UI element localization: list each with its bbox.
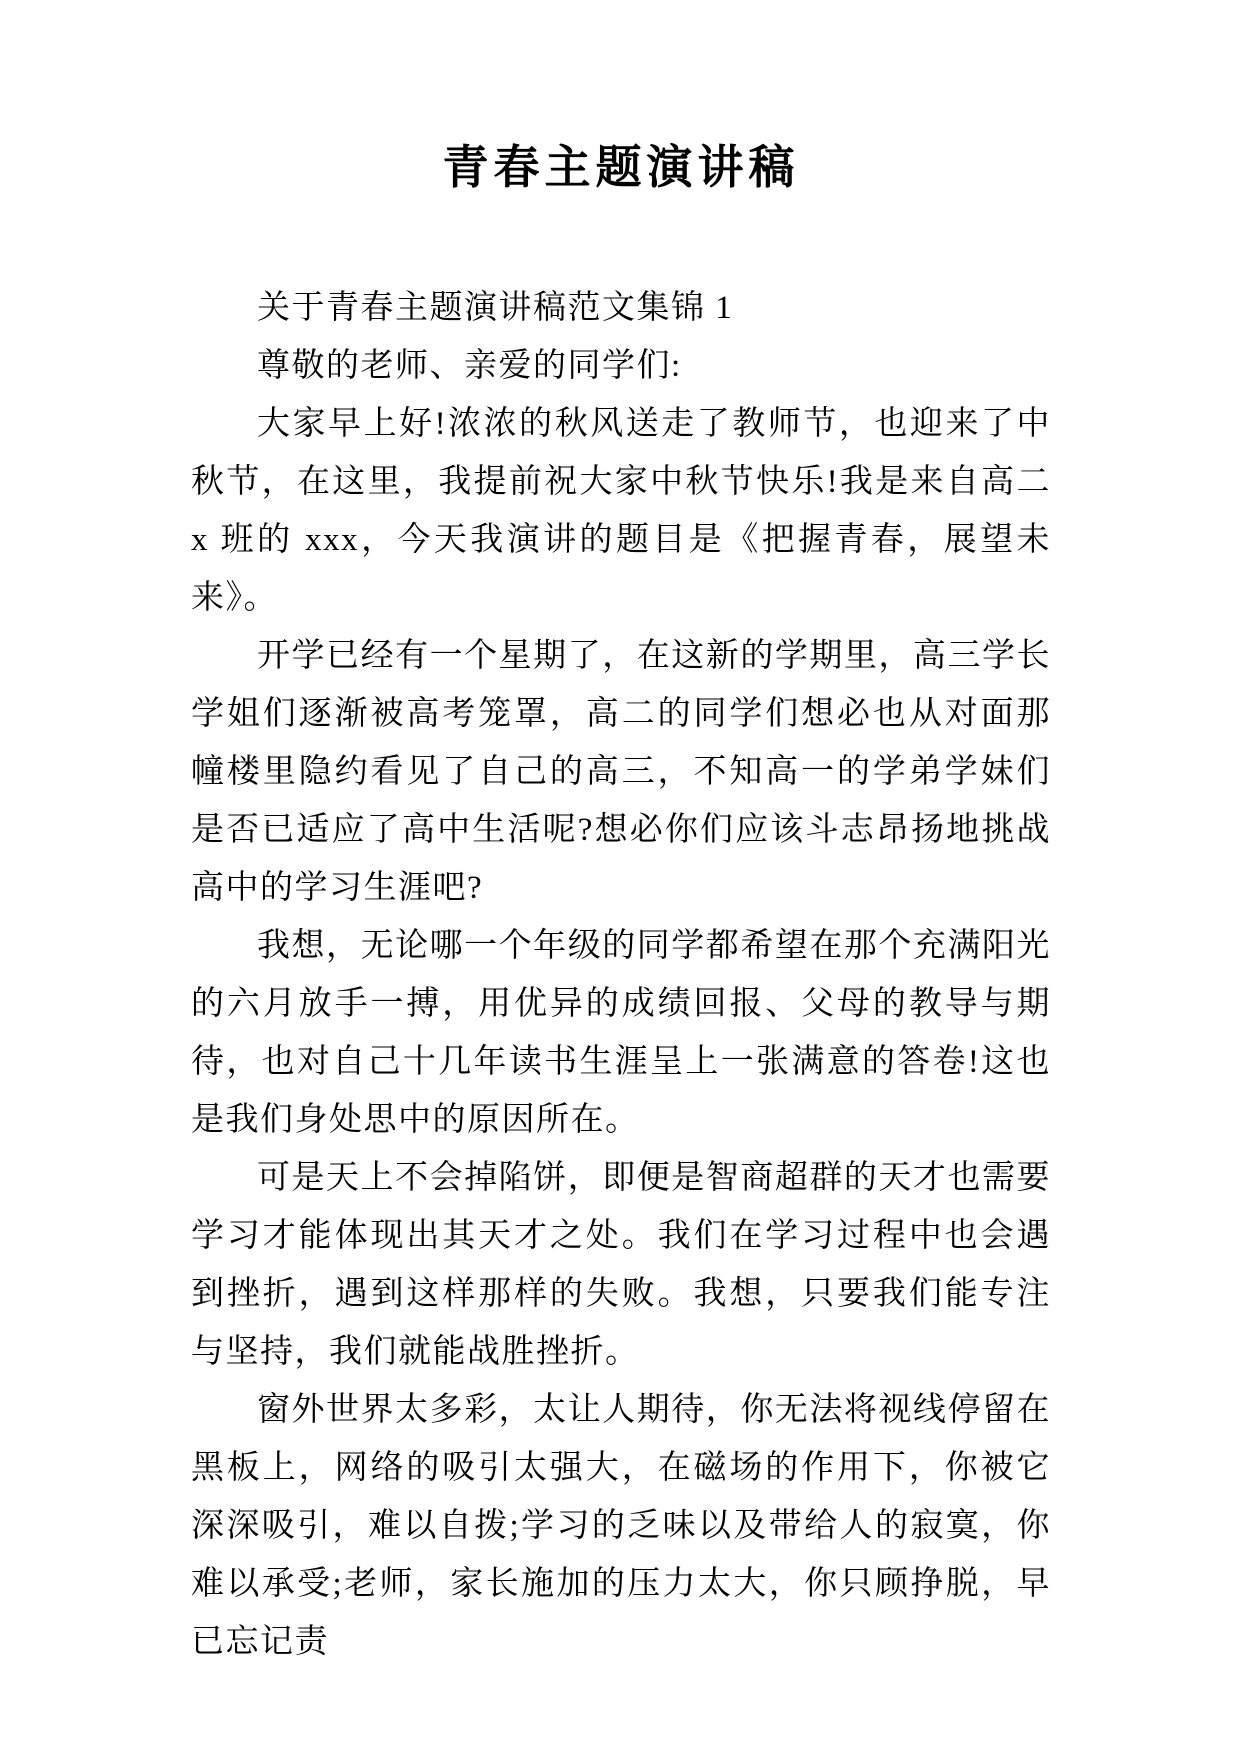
paragraph: 开学已经有一个星期了，在这新的学期里，高三学长学姐们逐渐被高考笼罩，高二的同学们想必也从对面那幢楼里隐约看见了自己的高三，不知高一的学弟学妹们是否已适应了高中生活呢?想必你们应该斗志昂扬地挑战高中的学习生涯吧? [191,638,1051,906]
paragraph: 我想，无论哪一个年级的同学都希望在那个充满阳光的六月放手一搏，用优异的成绩回报、父母的教导与期待，也对自己十几年读书生涯呈上一张满意的答卷!这也是我们身处思中的原因所在。 [191,928,1051,1138]
document-body [191,279,1051,1671]
paragraph: 可是天上不会掉陷饼，即便是智商超群的天才也需要学习才能体现出其天才之处。我们在学习过程中也会遇到挫折，遇到这样那样的失败。我想，只要我们能专注与坚持，我们就能战胜挫折。 [191,1160,1051,1370]
paragraph-heading-line: 关于青春主题演讲稿范文集锦 1 [257,290,734,326]
paragraph: 大家早上好!浓浓的秋风送走了教师节，也迎来了中秋节，在这里，我提前祝大家中秋节快乐!我是来自高二 x 班的 xxx，今天我演讲的题目是《把握青春，展望未来》。 [191,406,1051,616]
paragraph-salutation: 尊敬的老师、亲爱的同学们: [257,348,682,384]
paragraph-truncated: 窗外世界太多彩，太让人期待，你无法将视线停留在黑板上，网络的吸引太强大，在磁场的作用下，你被它深深吸引，难以自拨;学习的乏味以及带给人的寂寞，你难以承受;老师，家长施加的压力太大，你只顾挣脱，早已忘记责 [191,1392,1051,1660]
page-title: 青春主题演讲稿 [442,141,800,193]
